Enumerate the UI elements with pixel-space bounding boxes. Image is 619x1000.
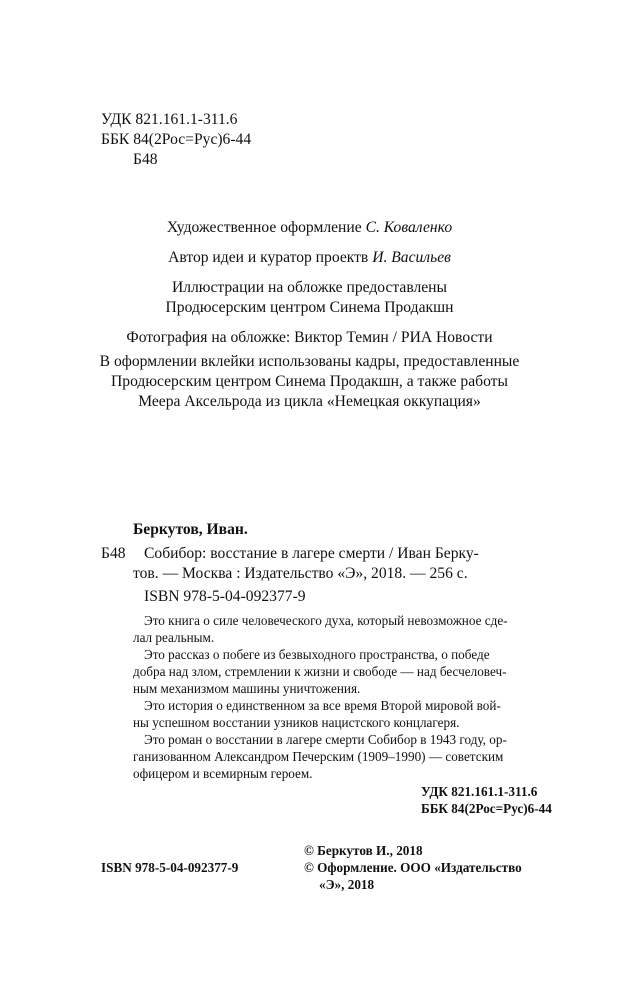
annotation-p3-line-1: Это история о единственном за все время Второй мировой вой- [144,698,501,713]
annotation-p2-line-1: Это рассказ о побеге из безвыходного пространства, о победе [144,647,490,662]
insert-credit-line-1: В оформлении вклейки использованы кадры, предоставленные [99,353,520,370]
author-mark: Б48 [133,151,158,168]
insert-credit-line-2: Продюсерским центром Синема Продакшн, а также работы [111,373,508,390]
index-bbk: ББК 84(2Рос=Рус)6-44 [421,801,552,816]
curator-label: Автор идеи и куратор проектв [168,249,369,266]
annotation-p1-line-2: лал реальным. [133,630,215,645]
annotation-p1-line-1: Это книга о силе человеческого духа, который невозможное сде- [144,613,508,628]
catalog-author: Беркутов, Иван. [133,521,248,538]
annotation-p2-line-2: добра над злом, стремлении к жизни и свободе — над бесчеловеч- [133,664,507,679]
annotation-p4-line-1: Это роман о восстании в лагере смерти Собибор в 1943 году, ор- [144,732,507,747]
footer-isbn: ISBN 978-5-04-092377-9 [101,860,239,875]
annotation-p4-line-2: ганизованном Александром Печерским (1909–1990) — советским [133,749,504,764]
udk-code: УДК 821.161.1-311.6 [101,111,238,128]
catalog-title-line-1: Собибор: восстание в лагере смерти / Иван Берку- [144,545,479,562]
curator-name: И. Васильев [372,249,451,266]
annotation-p4-line-3: офицером и всемирным героем. [133,766,313,781]
catalog-mark: Б48 [101,545,126,562]
catalog-title-line-2: тов. — Москва : Издательство «Э», 2018. — 256 с. [133,565,468,582]
catalog-isbn: ISBN 978-5-04-092377-9 [144,588,306,605]
annotation-p3-line-2: ны успешном восстании узников нацистского концлагеря. [133,715,460,730]
design-credit [0,218,619,238]
photo-credit: Фотография на обложке: Виктор Темин / РИА Новости [126,329,493,346]
copyright-design-line-2: «Э», 2018 [319,877,375,892]
curator-credit [0,248,619,268]
insert-credit-line-3: Меера Аксельрода из цикла «Немецкая оккупация» [138,393,481,410]
design-name: С. Коваленко [365,219,453,236]
annotation-p2-line-3: ным механизмом машины уничтожения. [133,681,361,696]
illustrations-line-2: Продюсерским центром Синема Продакшн [165,299,454,316]
illustrations-line-1: Иллюстрации на обложке предоставлены [171,279,448,296]
copyright-design-line-1: © Оформление. ООО «Издательство [304,860,522,875]
bbk-code: ББК 84(2Рос=Рус)6-44 [101,131,252,148]
design-label: Художественное оформление [166,219,362,236]
copyright-author: © Беркутов И., 2018 [304,843,423,858]
index-udk: УДК 821.161.1-311.6 [421,784,538,799]
